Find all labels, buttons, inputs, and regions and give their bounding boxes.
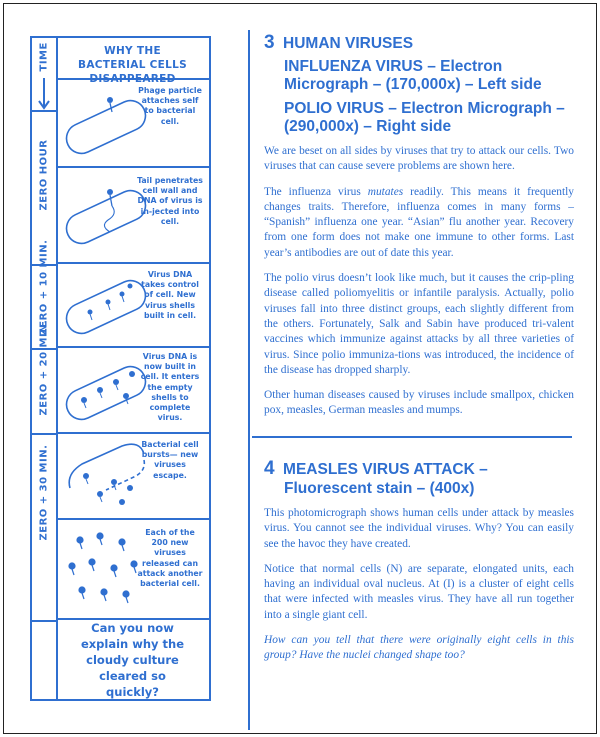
section-3-heading <box>264 32 574 54</box>
sidebar-title: WHY THE BACTERIAL CELLS DISAPPEARED <box>78 45 187 85</box>
step-release <box>56 518 209 620</box>
time-label-zero-hour: ZERO HOUR <box>38 139 50 211</box>
step-text: Tail penetrates cell wall and DNA of virus is in-jected into cell. <box>137 176 203 226</box>
paragraph: Other human diseases caused by viruses include smallpox, chicken pox, measles, German measles and mumps. <box>264 389 574 417</box>
polio-subtitle: POLIO VIRUS – Electron Micrograph – (290,000x) – Right side <box>284 100 565 135</box>
time-divider <box>32 620 56 622</box>
paragraph: We are beset on all sides by viruses that try to attack our cells. Two viruses that can cause severe problems are shown here. <box>264 145 574 173</box>
bacteriophage-sidebar <box>30 36 211 701</box>
step-assemble <box>56 346 209 434</box>
section-number: 3 <box>264 32 275 53</box>
sidebar-header <box>56 38 209 85</box>
section-title: MEASLES VIRUS ATTACK – <box>283 461 488 478</box>
step-attach <box>56 78 209 168</box>
paragraph: This photomicrograph shows human cells under attack by measles virus. You cannot see the individual viruses. Why? You can easily see the havoc they have created. <box>264 507 574 550</box>
paragraph: Notice that normal cells (N) are separate, elongated units, each having an individual oval nucleus. At (I) is a cluster of eight cells that were infected with measles virus. They have all run together into a single giant cell. <box>264 562 574 621</box>
horizontal-divider <box>252 436 572 438</box>
paragraph <box>264 185 574 261</box>
step-inject <box>56 166 209 264</box>
step-text: Phage particle attaches self to bacterial cell. <box>138 86 202 126</box>
text-span: The influenza virus <box>264 185 368 198</box>
question-paragraph: How can you tell that there were originally eight cells in this group? Have the nuclei changed shape too? <box>264 634 574 662</box>
time-label-zero-10: ZERO + 10 MIN. <box>38 239 50 336</box>
paragraph: The polio virus doesn’t look like much, but it causes the crip-pling disease called poliomyelitis or infantile paralysis. Actually, polio viruses fall into three distinct groups, each slightly different from the others. Fortunately, Salk and Sabin have produced tri-valent vaccines which immunize against attacks by all three varieties of virus. Since polio immuniza-tions was introduced, the incidence of the disease has dropped sharply. <box>264 272 574 376</box>
text-span: readily. This means it frequently changes traits. Therefore, influenza comes in many forms – “Spanish” influenza one year. “Asian” flu another year. Recovery from one form does not make one immune to other forms. Last year’s antibodies are out of date this year. <box>264 185 574 259</box>
section-title: HUMAN VIRUSES <box>283 35 414 52</box>
section-number: 4 <box>264 458 275 479</box>
section-4-heading <box>264 458 574 480</box>
step-text: Virus DNA takes control of cell. New virus shells built in cell. <box>141 270 199 320</box>
section-human-viruses <box>264 32 574 419</box>
time-column <box>32 38 58 699</box>
closing-question <box>56 620 209 699</box>
section-measles <box>264 458 574 664</box>
time-label-zero-20: ZERO + 20 MIN. <box>38 319 50 416</box>
time-label-zero-30: ZERO + 30 MIN. <box>38 444 50 541</box>
emphasis: mutates <box>367 185 404 198</box>
step-burst <box>56 432 209 520</box>
time-divider <box>32 110 56 112</box>
step-text: Virus DNA is now built in cell. It enters the empty shells to complete virus. <box>140 352 200 423</box>
influenza-subtitle: INFLUENZA VIRUS – Electron Micrograph – (170,000x) – Left side <box>284 58 542 93</box>
vertical-divider <box>248 30 250 730</box>
time-label: TIME <box>38 42 50 72</box>
closing-question-text: Can you now explain why the cloudy culture cleared so quickly? <box>80 620 185 699</box>
step-text: Bacterial cell bursts— new viruses escape. <box>141 440 199 480</box>
step-text: Each of the 200 new viruses released can attack another bacterial cell. <box>137 528 203 589</box>
measles-subtitle: Fluorescent stain – (400x) <box>284 480 475 497</box>
time-divider <box>32 433 56 435</box>
step-control <box>56 262 209 348</box>
